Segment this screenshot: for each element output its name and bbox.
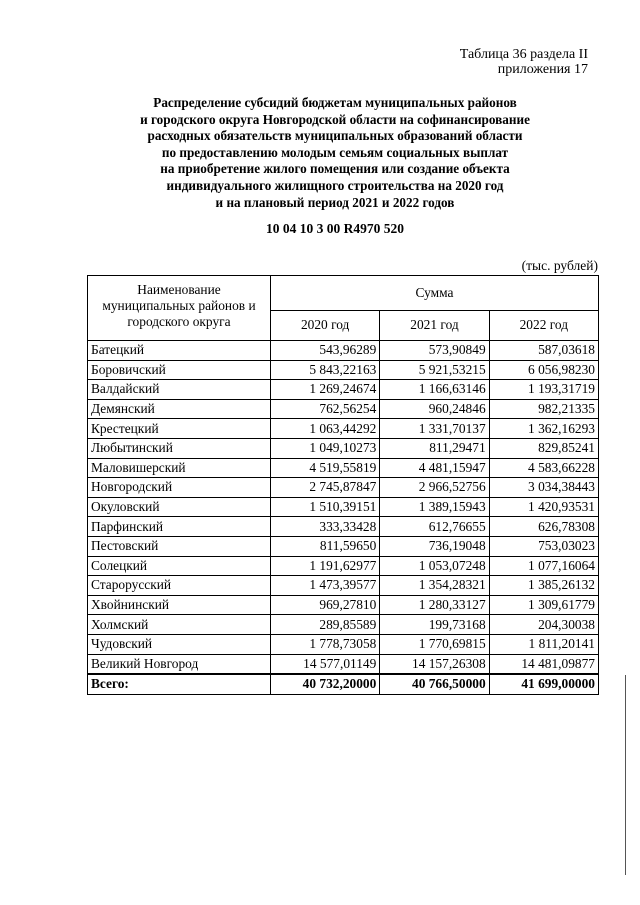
total-2021-cell: 40 766,50000 — [380, 674, 489, 694]
amount-2022-cell: 4 583,66228 — [489, 458, 598, 478]
amount-2021-cell: 1 166,63146 — [380, 380, 489, 400]
amount-2021-cell: 4 481,15947 — [380, 458, 489, 478]
district-name-cell: Парфинский — [88, 517, 271, 537]
table-row — [88, 458, 599, 478]
table-row — [88, 576, 599, 596]
amount-2020-cell: 289,85589 — [271, 615, 380, 635]
amount-2022-cell: 3 034,38443 — [489, 478, 598, 498]
amount-2020-cell: 1 049,10273 — [271, 438, 380, 458]
amount-2021-cell: 1 770,69815 — [380, 634, 489, 654]
district-name-cell: Окуловский — [88, 497, 271, 517]
district-name-cell: Старорусский — [88, 576, 271, 596]
district-name-cell: Батецкий — [88, 341, 271, 361]
amount-2021-cell: 612,76655 — [380, 517, 489, 537]
total-2020-cell: 40 732,20000 — [271, 674, 380, 694]
amount-2020-cell: 543,96289 — [271, 341, 380, 361]
amount-2022-cell: 982,21335 — [489, 399, 598, 419]
table-row — [88, 497, 599, 517]
amount-2021-cell: 1 389,15943 — [380, 497, 489, 517]
title-line: Распределение субсидий бюджетам муниципальных районов — [153, 95, 517, 110]
table-row — [88, 517, 599, 537]
amount-2022-cell: 1 420,93531 — [489, 497, 598, 517]
table-row — [88, 360, 599, 380]
table-row — [88, 380, 599, 400]
table-row — [88, 478, 599, 498]
title-line: расходных обязательств муниципальных образований области — [147, 128, 523, 144]
amount-2022-cell: 1 193,31719 — [489, 380, 598, 400]
title-line: индивидуального жилищного строительства на 2020 год — [166, 177, 504, 193]
total-2022-cell: 41 699,00000 — [489, 674, 598, 694]
total-row — [88, 674, 599, 694]
amount-2021-cell: 14 157,26308 — [380, 654, 489, 674]
table-row — [88, 536, 599, 556]
subsidy-table — [87, 275, 599, 695]
table-row — [88, 634, 599, 654]
title-line: и на плановый период 2021 и 2022 годов — [215, 194, 455, 210]
title-line: на приобретение жилого помещения или создание объекта — [160, 161, 510, 177]
amount-2020-cell: 1 063,44292 — [271, 419, 380, 439]
table-row — [88, 419, 599, 439]
district-name-cell: Валдайский — [88, 380, 271, 400]
amount-2020-cell: 14 577,01149 — [271, 654, 380, 674]
amount-2021-cell: 1 280,33127 — [380, 595, 489, 615]
district-name-cell: Солецкий — [88, 556, 271, 576]
table-row — [88, 556, 599, 576]
amount-2021-cell: 199,73168 — [380, 615, 489, 635]
amount-2022-cell: 753,03023 — [489, 536, 598, 556]
amount-2022-cell: 1 309,61779 — [489, 595, 598, 615]
amount-2020-cell: 1 269,24674 — [271, 380, 380, 400]
column-header-name: Наименование муниципальных районов и городского округа — [88, 276, 271, 341]
district-name-cell: Великий Новгород — [88, 654, 271, 674]
document-title — [80, 95, 590, 211]
column-header-2021: 2021 год — [380, 310, 489, 340]
table-row — [88, 438, 599, 458]
district-name-cell: Хвойнинский — [88, 595, 271, 615]
amount-2020-cell: 969,27810 — [271, 595, 380, 615]
district-name-cell: Новгородский — [88, 478, 271, 498]
amount-2022-cell: 829,85241 — [489, 438, 598, 458]
table-row — [88, 399, 599, 419]
amount-2020-cell: 333,33428 — [271, 517, 380, 537]
amount-2020-cell: 1 473,39577 — [271, 576, 380, 596]
units-label: (тыс. рублей) — [521, 258, 598, 273]
amount-2020-cell: 1 778,73058 — [271, 634, 380, 654]
amount-2022-cell: 204,30038 — [489, 615, 598, 635]
amount-2021-cell: 2 966,52756 — [380, 478, 489, 498]
table-row — [88, 615, 599, 635]
amount-2021-cell: 573,90849 — [380, 341, 489, 361]
district-name-cell: Маловишерский — [88, 458, 271, 478]
table-row — [88, 341, 599, 361]
column-header-2020: 2020 год — [271, 310, 380, 340]
district-name-cell: Любытинский — [88, 438, 271, 458]
total-label-cell: Всего: — [88, 674, 271, 694]
table-reference — [388, 47, 588, 77]
amount-2020-cell: 2 745,87847 — [271, 478, 380, 498]
district-name-cell: Демянский — [88, 399, 271, 419]
table-reference-line1: Таблица 36 раздела II — [459, 47, 588, 62]
table-row — [88, 654, 599, 674]
title-line: и городского округа Новгородской области на софинансирование — [140, 111, 530, 127]
district-name-cell: Боровичский — [88, 360, 271, 380]
table-row — [88, 595, 599, 615]
district-name-cell: Чудовский — [88, 634, 271, 654]
amount-2021-cell: 1 354,28321 — [380, 576, 489, 596]
title-line: по предоставлению молодым семьям социальных выплат — [161, 144, 509, 160]
amount-2020-cell: 4 519,55819 — [271, 458, 380, 478]
district-name-cell: Пестовский — [88, 536, 271, 556]
amount-2021-cell: 736,19048 — [380, 536, 489, 556]
budget-code: 10 04 10 3 00 R4970 520 — [266, 221, 404, 236]
amount-2022-cell: 1 385,26132 — [489, 576, 598, 596]
amount-2022-cell: 587,03618 — [489, 341, 598, 361]
district-name-cell: Крестецкий — [88, 419, 271, 439]
amount-2022-cell: 1 362,16293 — [489, 419, 598, 439]
amount-2020-cell: 5 843,22163 — [271, 360, 380, 380]
amount-2021-cell: 960,24846 — [380, 399, 489, 419]
amount-2022-cell: 1 077,16064 — [489, 556, 598, 576]
scan-edge-line — [625, 675, 627, 875]
amount-2022-cell: 6 056,98230 — [489, 360, 598, 380]
amount-2022-cell: 1 811,20141 — [489, 634, 598, 654]
amount-2020-cell: 1 191,62977 — [271, 556, 380, 576]
amount-2020-cell: 762,56254 — [271, 399, 380, 419]
amount-2020-cell: 1 510,39151 — [271, 497, 380, 517]
column-header-sum: Сумма — [271, 276, 599, 311]
amount-2021-cell: 5 921,53215 — [380, 360, 489, 380]
amount-2021-cell: 1 053,07248 — [380, 556, 489, 576]
table-reference-line2: приложения 17 — [497, 62, 588, 77]
amount-2022-cell: 14 481,09877 — [489, 654, 598, 674]
amount-2021-cell: 811,29471 — [380, 438, 489, 458]
amount-2020-cell: 811,59650 — [271, 536, 380, 556]
amount-2022-cell: 626,78308 — [489, 517, 598, 537]
amount-2021-cell: 1 331,70137 — [380, 419, 489, 439]
column-header-2022: 2022 год — [489, 310, 598, 340]
district-name-cell: Холмский — [88, 615, 271, 635]
